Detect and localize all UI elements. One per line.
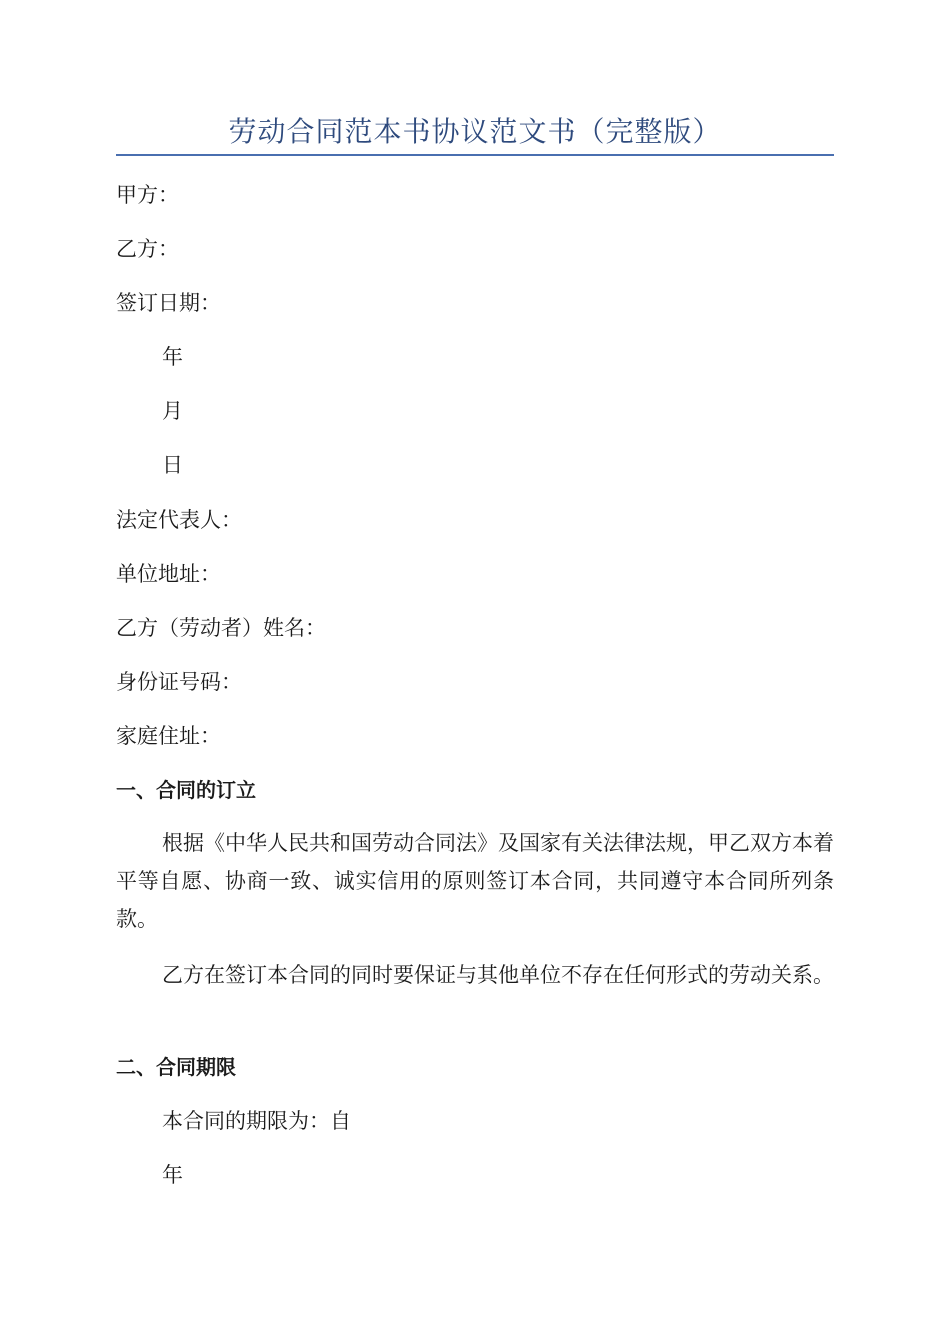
sign-date-month: 月 [162, 399, 183, 423]
legal-rep-label: 法定代表人： [116, 508, 242, 532]
contract-term-year: 年 [162, 1163, 183, 1187]
home-address-label: 家庭住址： [116, 724, 221, 748]
party-b-name-label: 乙方（劳动者）姓名： [116, 616, 326, 640]
paragraph-no-other-employment: 乙方在签订本合同的同时要保证与其他单位不存在任何形式的劳动关系。 [162, 963, 834, 987]
party-a-label: 甲方： [116, 183, 179, 207]
company-address-label: 单位地址： [116, 562, 221, 586]
sign-date-year: 年 [162, 345, 183, 369]
section-heading-contract-term: 二、合同期限 [116, 1055, 236, 1079]
id-number-label: 身份证号码： [116, 670, 242, 694]
document-title: 劳动合同范本书协议范文书（完整版） [228, 115, 722, 148]
sign-date-day: 日 [162, 453, 183, 477]
paragraph-contract-basis: 根据《中华人民共和国劳动合同法》及国家有关法律法规，甲乙双方本着平等自愿、协商一致、诚实信用的原则签订本合同，共同遵守本合同所列条款。 [116, 831, 834, 931]
contract-term-text: 本合同的期限为：自 [162, 1109, 351, 1133]
party-b-label: 乙方： [116, 237, 179, 261]
sign-date-label: 签订日期： [116, 291, 221, 315]
title-underline [116, 154, 834, 156]
section-heading-contract-formation: 一、合同的订立 [116, 778, 256, 802]
